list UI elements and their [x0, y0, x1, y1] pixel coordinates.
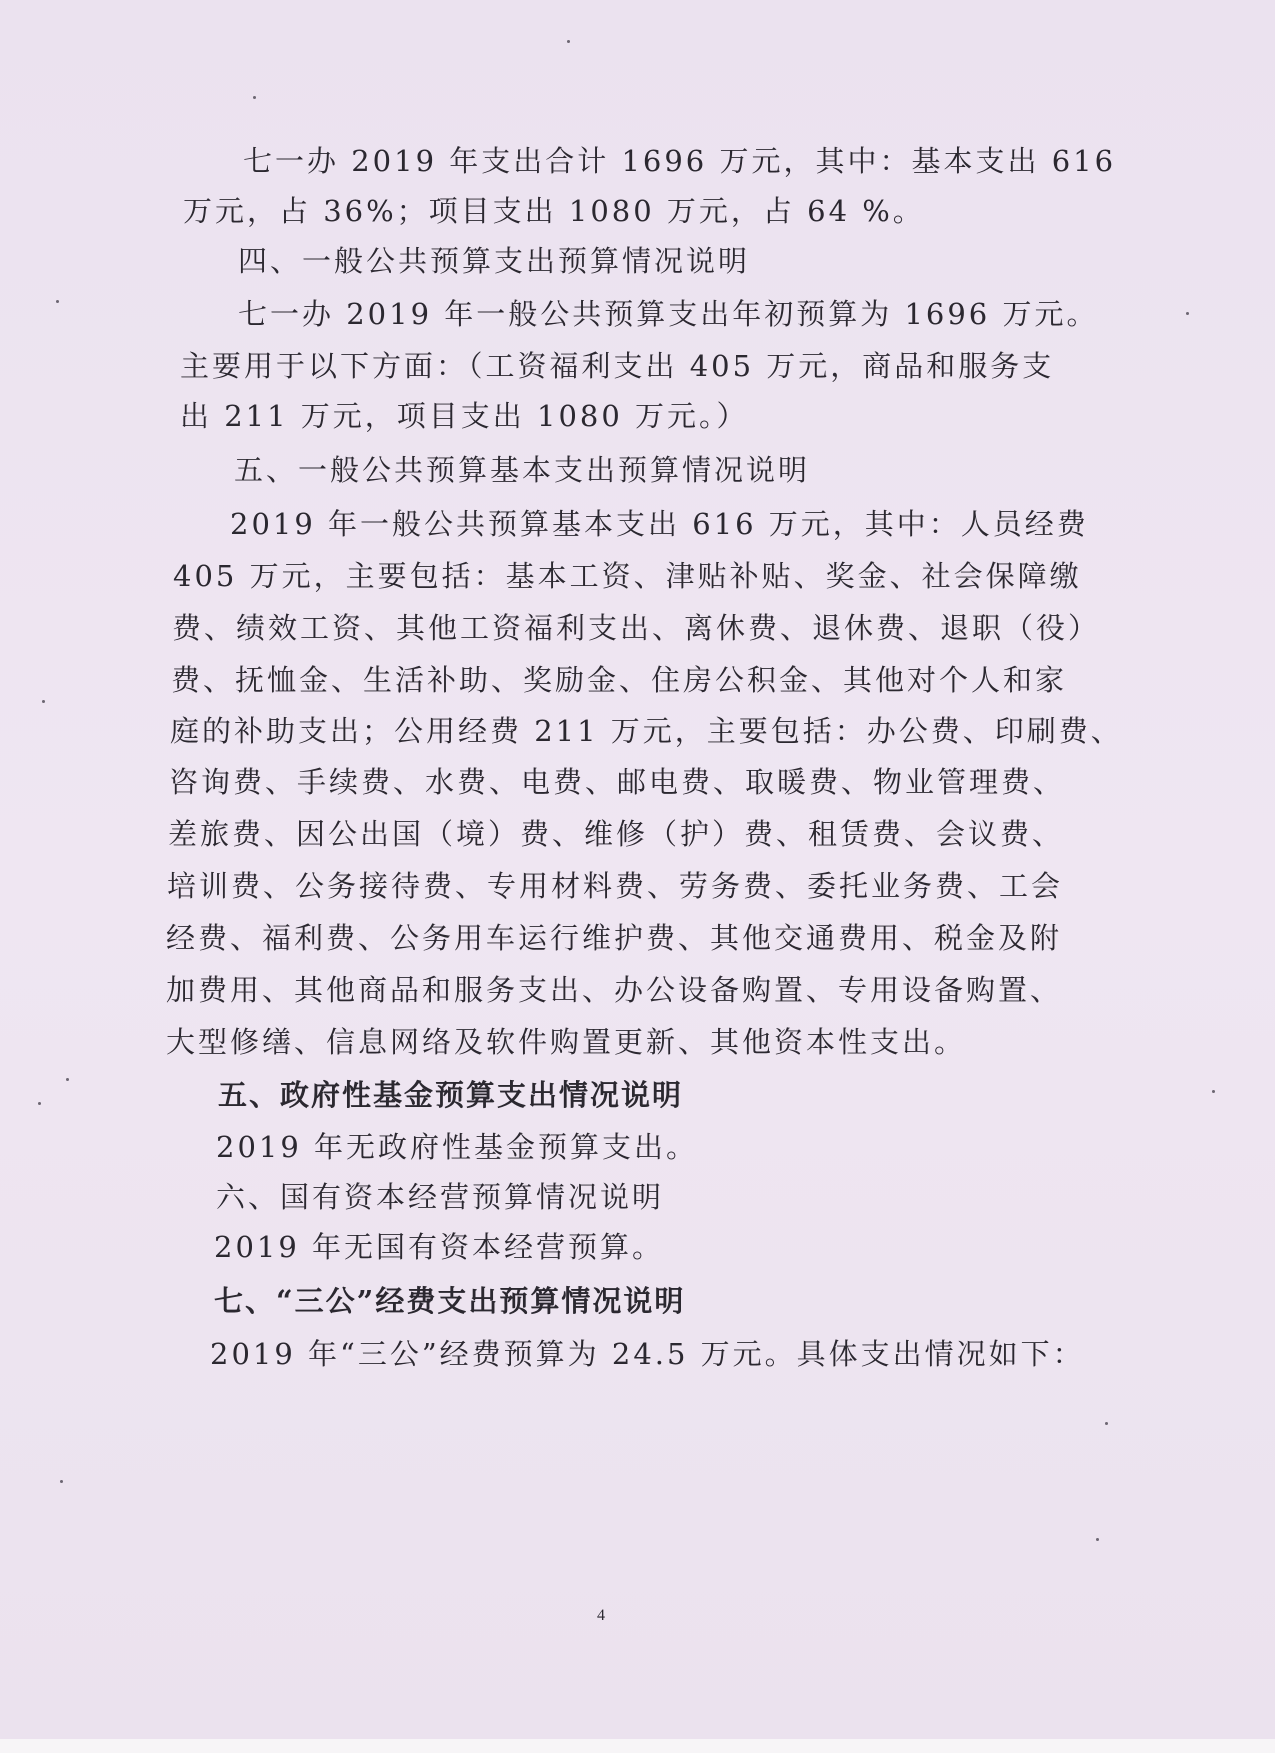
section-heading: 五、一般公共预算基本支出预算情况说明: [234, 453, 811, 487]
scan-speck: [60, 1480, 63, 1483]
paragraph-line: 庭的补助支出；公用经费 211 万元，主要包括：办公费、印刷费、: [170, 714, 1123, 748]
section-heading: 五、政府性基金预算支出情况说明: [218, 1078, 684, 1112]
paragraph-line: 七一办 2019 年一般公共预算支出年初预算为 1696 万元。: [238, 297, 1099, 331]
scan-speck: [1186, 312, 1189, 315]
paragraph-line: 七一办 2019 年支出合计 1696 万元，其中：基本支出 616: [243, 144, 1117, 178]
paragraph-line: 2019 年无国有资本经营预算。: [214, 1230, 665, 1264]
paragraph-line: 费、抚恤金、生活补助、奖励金、住房公积金、其他对个人和家: [171, 663, 1068, 697]
paragraph-line: 2019 年一般公共预算基本支出 616 万元，其中：人员经费: [230, 507, 1089, 541]
paragraph-line: 405 万元，主要包括：基本工资、津贴补贴、奖金、社会保障缴: [173, 559, 1082, 593]
scan-speck: [66, 1078, 69, 1081]
paragraph-line: 万元，占 36%；项目支出 1080 万元，占 64 %。: [183, 194, 925, 228]
paragraph-line: 大型修缮、信息网络及软件购置更新、其他资本性支出。: [166, 1025, 967, 1059]
scan-speck: [56, 300, 59, 303]
scan-speck: [1105, 1422, 1108, 1425]
scan-speck: [38, 1102, 41, 1105]
paragraph-line: 培训费、公务接待费、专用材料费、劳务费、委托业务费、工会: [167, 869, 1064, 903]
paragraph-line: 主要用于以下方面：（工资福利支出 405 万元，商品和服务支: [180, 349, 1055, 383]
paragraph-line: 2019 年“三公”经费预算为 24.5 万元。具体支出情况如下：: [210, 1337, 1085, 1371]
scan-speck: [1096, 1538, 1099, 1541]
paragraph-line: 2019 年无政府性基金预算支出。: [216, 1130, 699, 1164]
paragraph-line: 费、绩效工资、其他工资福利支出、离休费、退休费、退职（役）: [172, 611, 1101, 645]
scan-speck: [1212, 1090, 1215, 1093]
section-heading: 四、一般公共预算支出预算情况说明: [238, 244, 751, 278]
scan-speck: [42, 700, 45, 703]
scan-speck: [567, 40, 570, 43]
paragraph-line: 出 211 万元，项目支出 1080 万元。）: [180, 399, 749, 433]
page-number: 4: [597, 1607, 605, 1624]
scan-speck: [253, 96, 256, 99]
section-heading: 六、国有资本经营预算情况说明: [216, 1180, 665, 1214]
paragraph-line: 差旅费、因公出国（境）费、维修（护）费、租赁费、会议费、: [168, 817, 1065, 851]
scan-border: [0, 1739, 1275, 1753]
section-heading: 七、“三公”经费支出预算情况说明: [214, 1284, 686, 1318]
paragraph-line: 加费用、其他商品和服务支出、办公设备购置、专用设备购置、: [166, 973, 1063, 1007]
paragraph-line: 咨询费、手续费、水费、电费、邮电费、取暖费、物业管理费、: [169, 765, 1066, 799]
paragraph-line: 经费、福利费、公务用车运行维护费、其他交通费用、税金及附: [166, 921, 1063, 955]
